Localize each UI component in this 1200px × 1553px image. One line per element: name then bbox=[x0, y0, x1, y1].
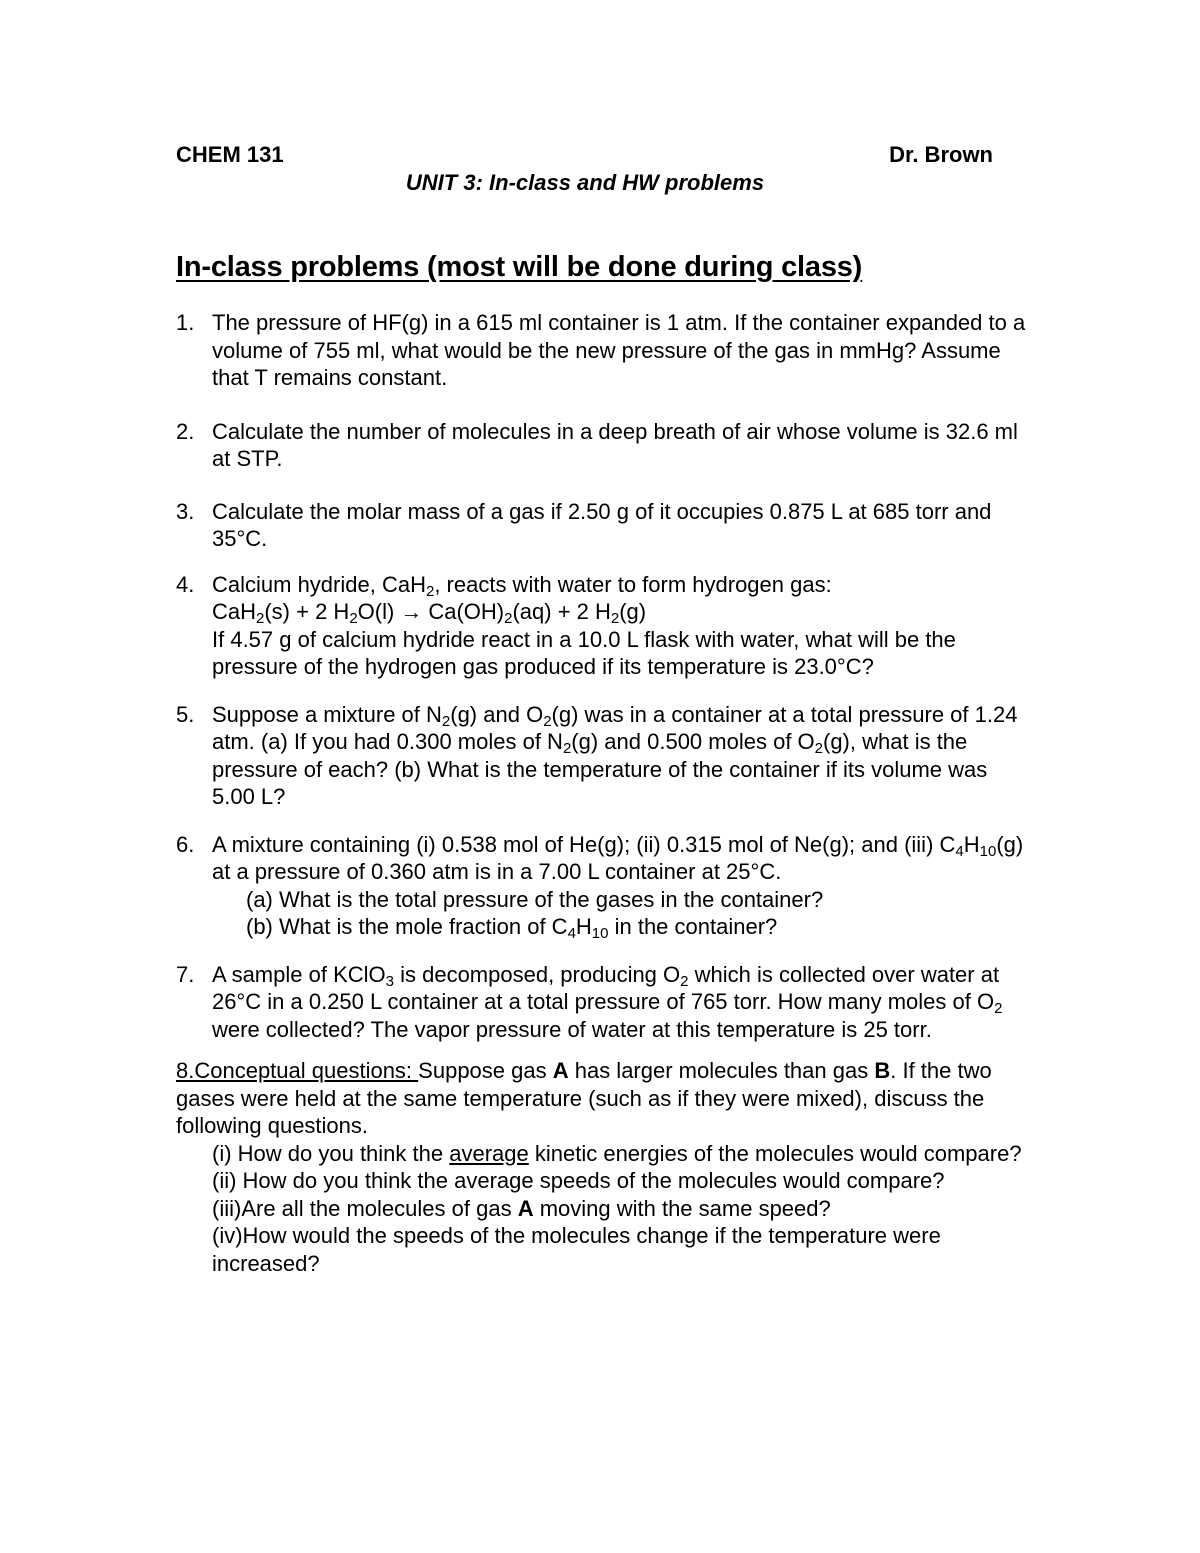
conceptual-questions bbox=[176, 1057, 1036, 1277]
problem-number: 1. bbox=[176, 310, 195, 335]
conceptual-intro: 8.Conceptual questions: Suppose gas A has larger molecules than gas B. If the two gases were held at the same temperature (such as if they were mixed), discuss the following questions. bbox=[176, 1058, 992, 1138]
problem-text: A sample of KClO$_3$ is decomposed, producing $O_2$ which is collected over water at 26°C in a 0.250 L container at a total pressure of 765 torr. How many moles of $O_2$ were collected? The vapor pressure of water at this temperature is 25 torr. bbox=[212, 961, 1003, 1042]
problem-number: 7. bbox=[176, 961, 195, 987]
problem-text: A mixture containing (i) 0.538 mol of He(g); (ii) 0.315 mol of Ne(g); and (iii) $C_4H_{10}(g)$ at a pressure of 0.360 atm is in a 7.00 L container at 25°C. bbox=[212, 831, 1024, 884]
conceptual-question-i: (i) How do you think the average kinetic energies of the molecules would compare? bbox=[212, 1140, 1022, 1166]
problem-intro: Calcium hydride, CaH$_2$, reacts with water to form hydrogen gas: bbox=[212, 571, 832, 600]
conceptual-question-iii: (iii)Are all the molecules of gas A moving with the same speed? bbox=[212, 1195, 831, 1221]
problem-number: 2. bbox=[176, 418, 195, 444]
problem-2 bbox=[176, 418, 1036, 473]
problem-text: Suppose a mixture of $N_2(g)$ and $O_2(g)$ was in a container at a total pressure of 1.24 atm. (a) If you had 0.300 moles of $N_2(g)$ and 0.500 moles of $O_2(g)$, what is the pressure of each? (b) What is the temperature of the container if its volume was 5.00 L? bbox=[212, 701, 1018, 809]
problem-number: 5. bbox=[176, 701, 195, 727]
reaction-arrow-icon: → bbox=[400, 599, 423, 624]
problem-text: Calculate the molar mass of a gas if 2.50 g of it occupies 0.875 L at 685 torr and 35°C. bbox=[212, 498, 992, 551]
problem-3 bbox=[176, 498, 1036, 553]
problem-text: Calculate the number of molecules in a deep breath of air whose volume is 32.6 ml at STP. bbox=[212, 418, 1018, 471]
chemical-equation: CaH$_2$(s) + 2 $H_2O(l) \to Ca(OH)_2(aq) + 2$ $H_2(g)$ bbox=[212, 599, 647, 627]
conceptual-label: 8.Conceptual questions: bbox=[176, 1058, 419, 1083]
problem-list bbox=[176, 309, 1036, 1277]
conceptual-question-ii: (ii) How do you think the average speeds of the molecules would compare? bbox=[212, 1168, 945, 1193]
problem-text: The pressure of HF(g) in a 615 ml container is 1 atm. If the container expanded to a volume of 755 ml, what would be the new pressure of the gas in mmHg? Assume that T remains constant. bbox=[212, 310, 1026, 390]
problem-6 bbox=[176, 831, 1036, 941]
course-code: CHEM 131 bbox=[176, 142, 284, 167]
problem-number: 4. bbox=[176, 571, 195, 597]
instructor-name: Dr. Brown bbox=[889, 142, 993, 167]
section-title: In-class problems (most will be done during class) bbox=[176, 251, 863, 283]
document-subtitle: UNIT 3: In-class and HW problems bbox=[405, 170, 765, 195]
problem-4 bbox=[176, 571, 1036, 681]
problem-number: 6. bbox=[176, 831, 195, 857]
problem-subitem-a: (a) What is the total pressure of the gases in the container? bbox=[246, 886, 824, 912]
conceptual-question-iv: (iv)How would the speeds of the molecules change if the temperature were increased? bbox=[212, 1223, 941, 1276]
problem-number: 3. bbox=[176, 498, 195, 524]
problem-7 bbox=[176, 961, 1036, 1044]
problem-5 bbox=[176, 701, 1036, 811]
problem-text: If 4.57 g of calcium hydride react in a 10.0 L flask with water, what will be the pressure of the hydrogen gas produced if its temperature is 23.0°C? bbox=[212, 626, 956, 679]
problem-subitem-b: (b) What is the mole fraction of $C_4H_{10}$ in the container? bbox=[246, 914, 778, 942]
problem-1 bbox=[176, 309, 1036, 392]
